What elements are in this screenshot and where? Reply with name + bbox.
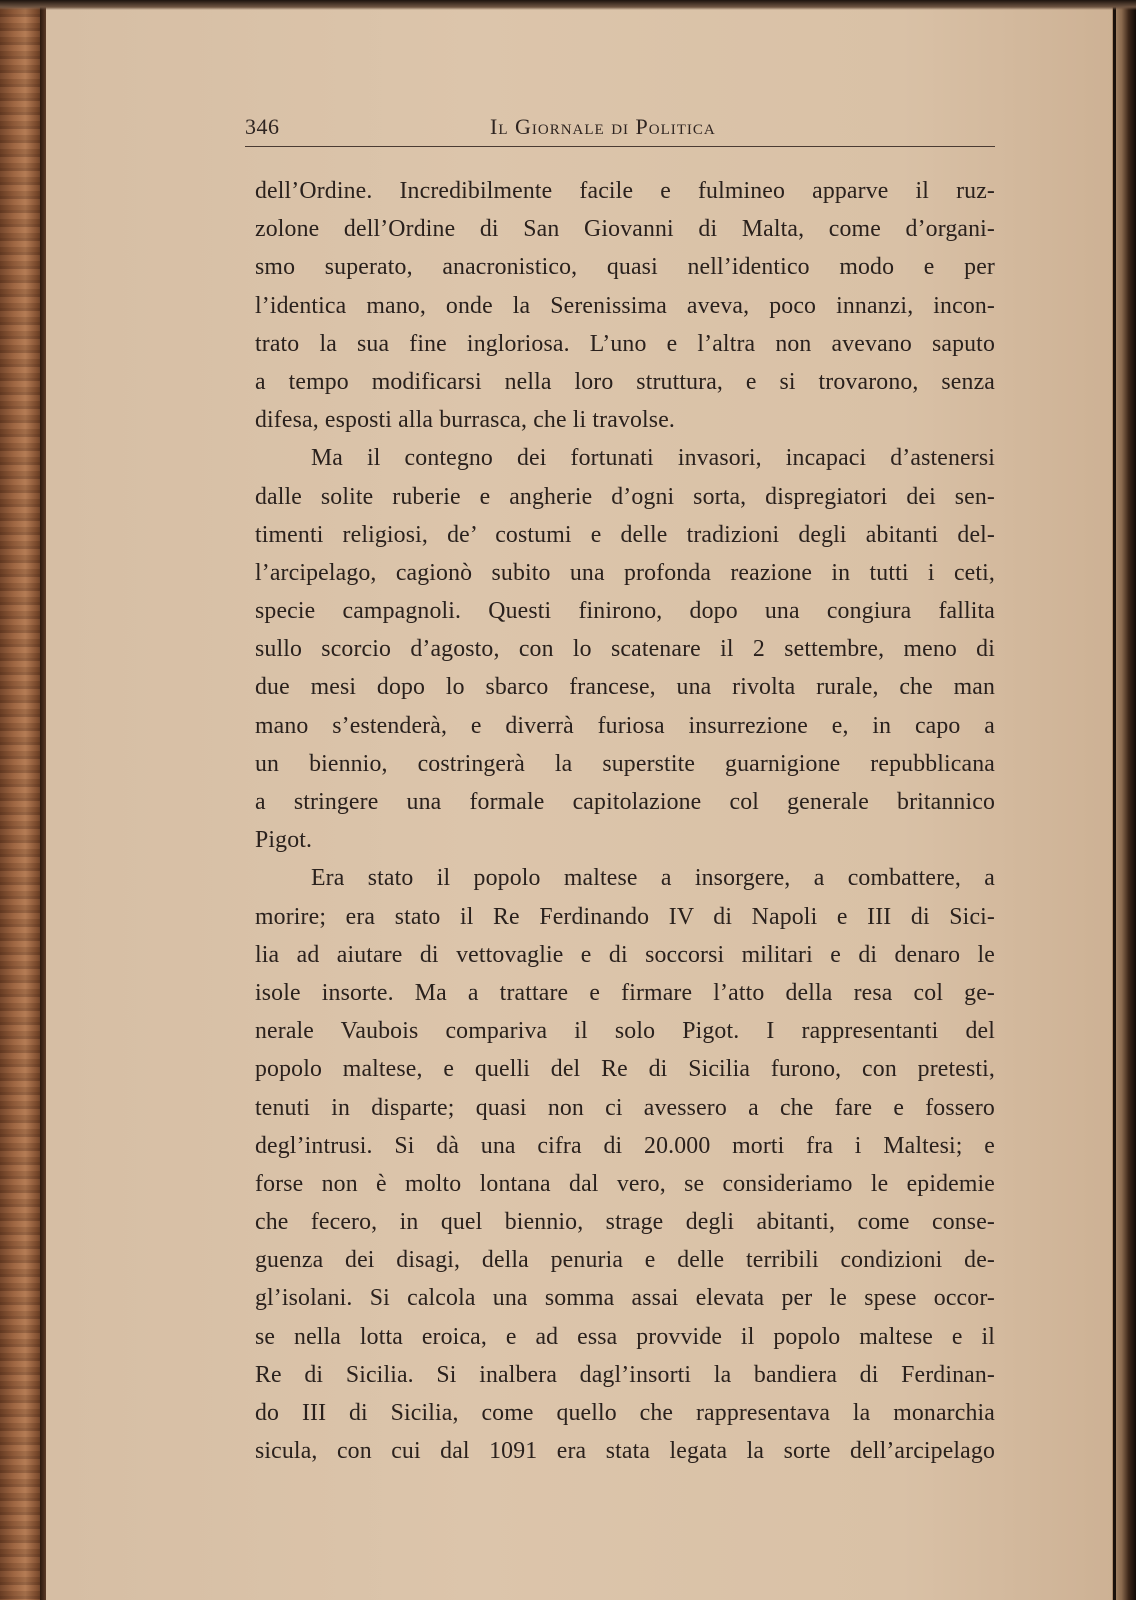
page-number: 346 bbox=[245, 114, 280, 139]
text-line: dell’Ordine. Incredibilmente facile e fulmineo apparve il ruz- bbox=[255, 178, 995, 204]
text-line: do III di Sicilia, come quello che rappresentava la monarchia bbox=[255, 1400, 995, 1426]
text-line: difesa, esposti alla burrasca, che li travolse. bbox=[255, 407, 676, 434]
gutter-shadow bbox=[40, 0, 46, 1600]
page-edge-line bbox=[1113, 0, 1116, 1600]
text-line: guenza dei disagi, della penuria e delle terribili condizioni de- bbox=[255, 1247, 995, 1274]
text-line: smo superato, anacronistico, quasi nell’identico modo e per bbox=[255, 254, 995, 281]
text-line: popolo maltese, e quelli del Re di Sicilia furono, con pretesti, bbox=[255, 1056, 995, 1083]
page-header bbox=[245, 108, 995, 148]
text-line: morire; era stato il Re Ferdinando IV di Napoli e III di Sici- bbox=[255, 903, 995, 930]
text-line: se nella lotta eroica, e ad essa provvide il popolo maltese e il bbox=[255, 1323, 995, 1350]
text-line: che fecero, in quel biennio, strage degli abitanti, come conse- bbox=[255, 1209, 995, 1236]
text-line: sicula, con cui dal 1091 era stata legata la sorte dell’arcipelago bbox=[255, 1438, 995, 1465]
text-line: mano s’estenderà, e diverrà furiosa insurrezione e, in capo a bbox=[255, 712, 995, 739]
text-line: Pigot. bbox=[255, 827, 313, 854]
text-line: tenuti in disparte; quasi non ci avessero a che fare e fossero bbox=[255, 1094, 995, 1121]
text-line: degl’intrusi. Si dà una cifra di 20.000 morti fra i Maltesi; e bbox=[255, 1132, 995, 1159]
text-line: un biennio, costringerà la superstite guarnigione repubblicana bbox=[255, 750, 995, 777]
top-edge-shadow bbox=[0, 0, 1136, 10]
text-line: due mesi dopo lo sbarco francese, una rivolta rurale, che man bbox=[255, 674, 995, 701]
text-line: specie campagnoli. Questi finirono, dopo una congiura fallita bbox=[255, 598, 995, 625]
text-line: forse non è molto lontana dal vero, se consideriamo le epidemie bbox=[255, 1170, 995, 1197]
text-line: dalle solite ruberie e angherie d’ogni sorta, dispregiatori dei sen- bbox=[255, 483, 995, 510]
body-text bbox=[255, 172, 995, 1470]
text-line: Re di Sicilia. Si inalbera dagl’insorti la bandiera di Ferdinan- bbox=[255, 1361, 995, 1388]
text-line: gl’isolani. Si calcola una somma assai elevata per le spese occor- bbox=[255, 1285, 995, 1312]
text-line: zolone dell’Ordine di San Giovanni di Malta, come d’organi- bbox=[255, 216, 995, 243]
text-line: trato la sua fine ingloriosa. L’uno e l’altra non avevano saputo bbox=[255, 330, 995, 357]
text-line: l’identica mano, onde la Serenissima aveva, poco innanzi, incon- bbox=[255, 292, 995, 319]
text-line: Era stato il popolo maltese a insorgere, a combattere, a bbox=[311, 865, 995, 892]
text-line: a stringere una formale capitolazione col generale britannico bbox=[255, 789, 995, 815]
running-title: Il Giornale di Politica bbox=[490, 114, 716, 139]
text-line: a tempo modificarsi nella loro struttura, e si trovarono, senza bbox=[255, 368, 995, 395]
text-line: lia ad aiutare di vettovaglie e di soccorsi militari e di denaro le bbox=[255, 941, 995, 968]
text-line: Ma il contegno dei fortunati invasori, incapaci d’astenersi bbox=[311, 445, 995, 472]
text-line: isole insorte. Ma a trattare e firmare l’atto della resa col ge- bbox=[255, 979, 995, 1006]
text-line: l’arcipelago, cagionò subito una profonda reazione in tutti i ceti, bbox=[255, 559, 995, 586]
text-line: timenti religiosi, de’ costumi e delle tradizioni degli abitanti del- bbox=[255, 521, 995, 548]
text-line: sullo scorcio d’agosto, con lo scatenare il 2 settembre, meno di bbox=[255, 636, 995, 663]
header-rule bbox=[245, 146, 995, 147]
text-line: nerale Vaubois compariva il solo Pigot. I rappresentanti del bbox=[255, 1018, 995, 1045]
